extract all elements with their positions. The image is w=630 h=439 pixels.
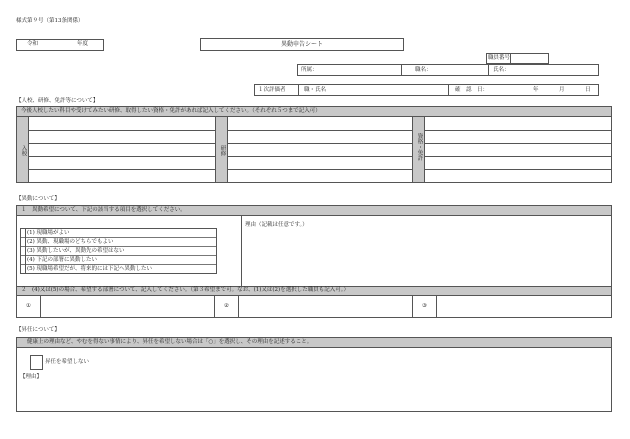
- title-box: [200, 38, 404, 51]
- section2-heading: 【異動について】: [16, 196, 60, 202]
- transfer-question-1: １ 異動希望について、下記の該当する項目を選択してください。: [21, 207, 186, 213]
- era-label: 令和: [27, 41, 39, 47]
- training-table: [16, 106, 612, 183]
- choice-2-label: ②: [224, 303, 229, 309]
- decline-promotion-checkbox[interactable]: [30, 355, 43, 370]
- staff-no-box[interactable]: [486, 53, 549, 64]
- options-list: [20, 228, 217, 274]
- decline-promotion-label: 昇任を希望しない: [45, 359, 90, 365]
- option-5[interactable]: (5) 現職場希望だが、将来的には下記へ異動したい: [27, 266, 153, 272]
- era-year-box[interactable]: [16, 39, 104, 51]
- affiliation-label: 所属：: [301, 67, 318, 73]
- transfer-question-2: ２ (4)又は(5)の場合、希望する部署について、記入してください。（第３希望まで可。なお、(1)又は(2)を選択した職員も記入可。）: [21, 287, 349, 293]
- day-unit: 日: [585, 87, 591, 93]
- name-label: 氏名：: [493, 67, 510, 73]
- month-unit: 月: [559, 87, 565, 93]
- section3-heading: 【昇任について】: [16, 327, 60, 333]
- promotion-table: [16, 337, 612, 412]
- option-2[interactable]: (2) 異動、現職場のどちらでもよい: [21, 238, 216, 247]
- form-number: 様式第９号（第13条関係）: [16, 18, 84, 24]
- reason-label: 理由（記載は任意です。）: [245, 222, 308, 228]
- school-label: 入校: [20, 145, 27, 156]
- job-title-label: 職名：: [415, 67, 432, 73]
- choice-1-field[interactable]: [41, 296, 215, 317]
- training-label: 研修: [219, 145, 226, 156]
- option-3[interactable]: (3) 異動したいが、異動先の希望はない: [21, 247, 216, 256]
- choice-3-label: ③: [422, 303, 427, 309]
- promotion-reason-label: 【理由】: [20, 374, 43, 380]
- evaluator-position-label: 職・氏名: [304, 87, 327, 93]
- license-label: 資格・免許: [416, 133, 423, 161]
- choice-2-field[interactable]: [239, 296, 413, 317]
- section3-instruction: 健康上の理由など、やむを得ない事情により、昇任を希望しない場合は「○」を選択し、その理由を記述すること。: [27, 339, 313, 345]
- year-label: 年度: [77, 41, 89, 47]
- affiliation-row: [297, 64, 599, 76]
- evaluator-row: [254, 84, 599, 96]
- year-unit: 年: [533, 87, 539, 93]
- option-4[interactable]: (4) 下記の部署に異動したい: [21, 256, 216, 265]
- option-1[interactable]: (1) 現職場がよい: [21, 229, 216, 238]
- section1-instruction: 今後人校したい科目や受けてみたい研修、取得したい資格・免許があれば記入してください。（それぞれ５つまで記入可）: [21, 108, 321, 114]
- transfer-table: [16, 205, 612, 318]
- section1-heading: 【人校、研修、免許等について】: [16, 98, 99, 104]
- confirm-date-label: 確 認 日：: [455, 87, 489, 93]
- choice-3-field[interactable]: [437, 296, 611, 317]
- page-title: 異動申告シート: [280, 41, 323, 48]
- evaluator-label: １次評価者: [258, 87, 286, 93]
- staff-no-label: 職員番号: [488, 55, 511, 61]
- choice-1-label: ①: [26, 303, 31, 309]
